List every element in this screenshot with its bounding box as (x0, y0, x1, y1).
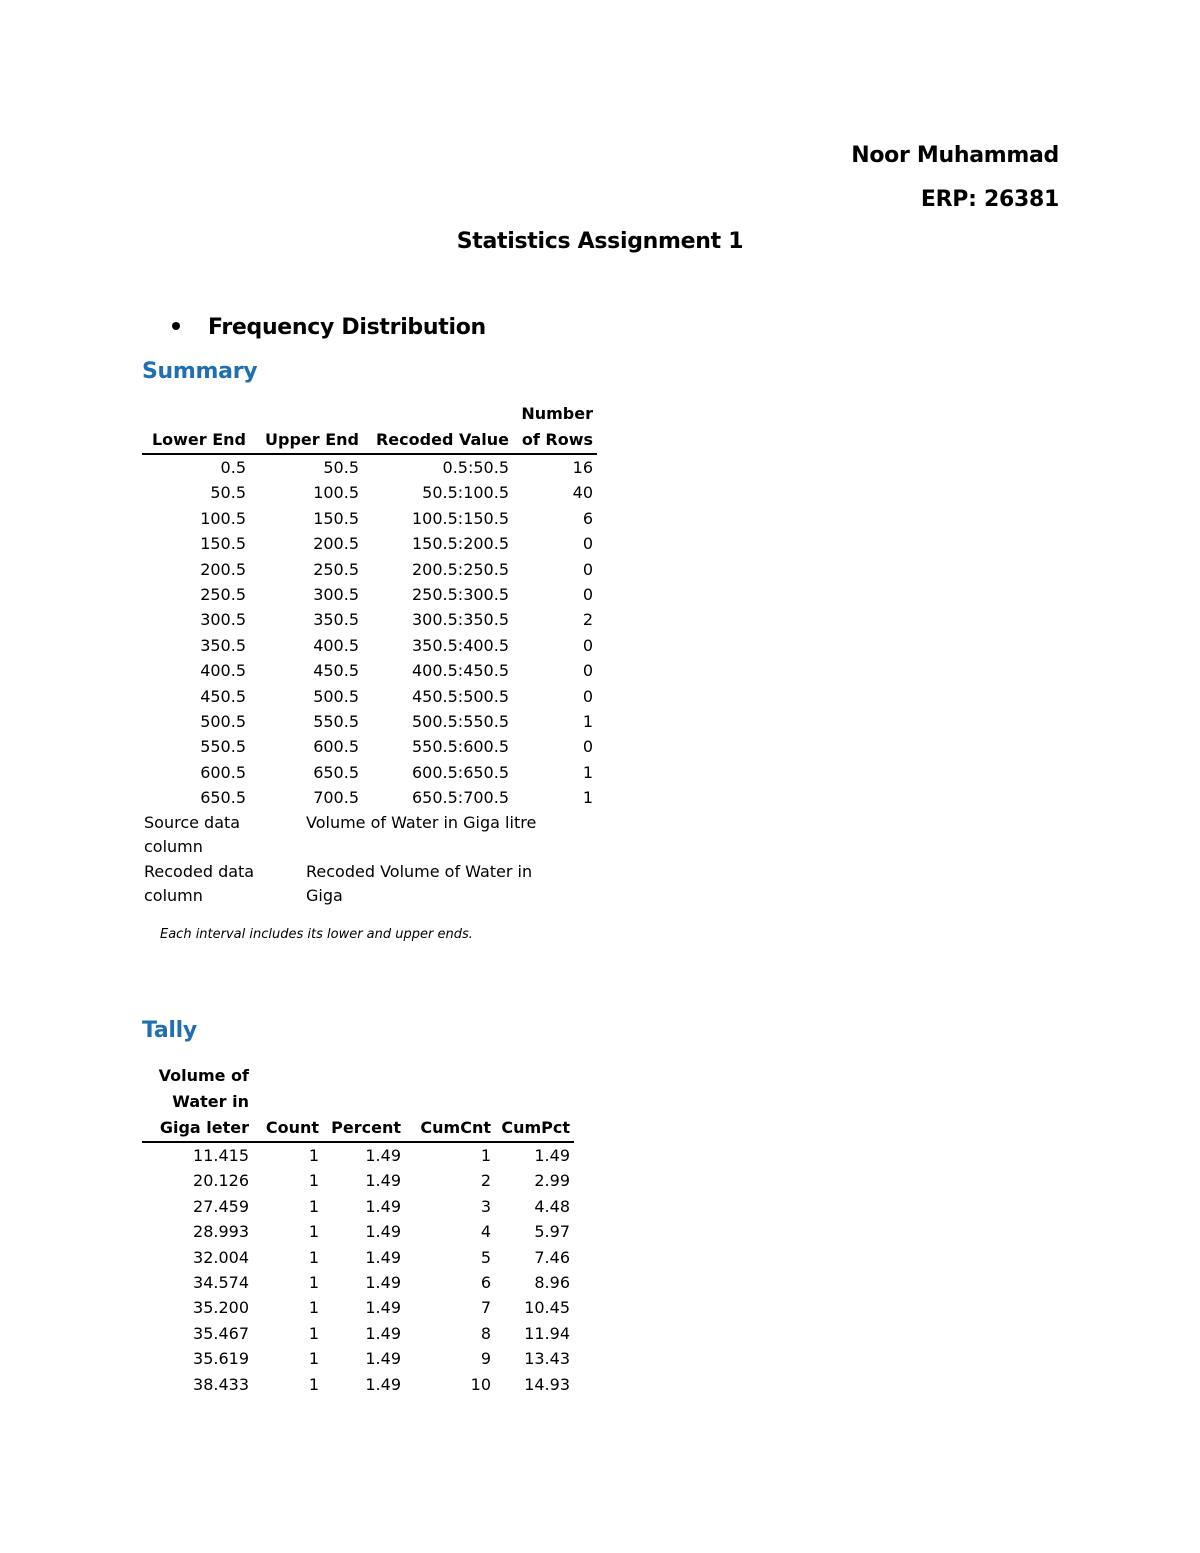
table-cell: 5 (480, 1247, 491, 1267)
table-cell: 300.5:350.5 (412, 610, 509, 630)
table-cell: 50.5 (323, 458, 359, 477)
table-row (142, 531, 597, 556)
document-title: Statistics Assignment 1 (456, 229, 744, 254)
table-cell: 250.5 (200, 585, 246, 605)
table-cell: 6 (582, 508, 593, 528)
summary-col-rows-top: Number (521, 404, 593, 423)
table-cell: 450.5 (200, 686, 246, 706)
table-cell: 5.97 (534, 1222, 570, 1242)
table-cell: 1 (308, 1171, 319, 1191)
recoded-data-label: Recoded data column (144, 862, 255, 905)
tally-col-volume-line1: Volume of (158, 1066, 249, 1085)
table-cell: 38.433 (193, 1374, 249, 1394)
summary-col-lower: Lower End (142, 427, 250, 454)
bullet-text: Frequency Distribution (208, 315, 486, 340)
table-cell: 1.49 (365, 1349, 401, 1369)
table-cell: 1.49 (365, 1222, 401, 1242)
table-cell: 1 (308, 1298, 319, 1318)
table-cell: 3 (480, 1196, 491, 1216)
table-row (142, 1142, 574, 1168)
table-cell: 8.96 (534, 1273, 570, 1293)
table-row (142, 506, 597, 531)
table-cell: 650.5 (200, 788, 246, 808)
bullet-dot-icon (172, 322, 180, 330)
table-row (142, 480, 597, 505)
table-cell: 1 (582, 788, 593, 808)
table-cell: 2.99 (534, 1171, 570, 1191)
table-row (142, 607, 597, 632)
table-cell: 1 (308, 1349, 319, 1369)
table-cell: 100.5:150.5 (412, 508, 509, 528)
table-row (142, 1168, 574, 1193)
table-cell: 40 (572, 483, 593, 503)
table-cell: 1 (308, 1222, 319, 1242)
summary-col-upper: Upper End (250, 427, 363, 454)
tally-col-cumpct: CumPct (495, 1115, 574, 1142)
table-cell: 1.49 (365, 1146, 401, 1165)
tally-col-volume-line3: Giga leter (142, 1115, 253, 1142)
source-data-value: Volume of Water in Giga litre (306, 813, 537, 832)
table-cell: 600.5 (313, 737, 359, 757)
table-cell: 1 (308, 1146, 319, 1165)
table-cell: 2 (480, 1171, 491, 1191)
author-name: Noor Muhammad (851, 143, 1059, 168)
table-cell: 2 (582, 610, 593, 630)
table-cell: 0 (582, 534, 593, 554)
table-cell: 700.5 (313, 788, 359, 808)
table-cell: 500.5:550.5 (412, 712, 509, 732)
table-cell: 250.5 (313, 559, 359, 579)
table-cell: 1 (582, 762, 593, 782)
table-cell: 0 (582, 635, 593, 655)
summary-table (142, 401, 597, 811)
table-cell: 400.5 (313, 635, 359, 655)
table-cell: 0 (582, 686, 593, 706)
table-cell: 400.5 (200, 661, 246, 681)
table-cell: 1 (308, 1196, 319, 1216)
table-cell: 250.5:300.5 (412, 585, 509, 605)
table-cell: 1 (308, 1247, 319, 1267)
table-cell: 0.5 (220, 458, 246, 477)
table-cell: 400.5:450.5 (412, 661, 509, 681)
table-cell: 13.43 (524, 1349, 570, 1369)
tally-table-header (142, 1063, 574, 1142)
table-cell: 200.5 (313, 534, 359, 554)
table-row (142, 684, 597, 709)
table-cell: 350.5:400.5 (412, 635, 509, 655)
table-cell: 500.5 (313, 686, 359, 706)
table-row (142, 709, 597, 734)
table-row (142, 760, 597, 785)
table-cell: 27.459 (193, 1196, 249, 1216)
table-cell: 1.49 (365, 1247, 401, 1267)
erp-number: ERP: 26381 (920, 187, 1059, 212)
table-cell: 7.46 (534, 1247, 570, 1267)
table-cell: 650.5 (313, 762, 359, 782)
tally-col-count: Count (253, 1115, 323, 1142)
table-cell: 1 (308, 1273, 319, 1293)
table-cell: 34.574 (193, 1273, 249, 1293)
table-cell: 150.5 (200, 534, 246, 554)
table-cell: 14.93 (524, 1374, 570, 1394)
table-cell: 150.5:200.5 (412, 534, 509, 554)
table-cell: 0.5:50.5 (442, 458, 509, 477)
table-row (142, 1219, 574, 1244)
table-cell: 450.5:500.5 (412, 686, 509, 706)
table-cell: 35.200 (193, 1298, 249, 1318)
table-cell: 32.004 (193, 1247, 249, 1267)
table-cell: 8 (480, 1323, 491, 1343)
table-cell: 1.49 (365, 1374, 401, 1394)
tally-col-percent: Percent (323, 1115, 405, 1142)
table-cell: 1 (308, 1374, 319, 1394)
table-cell: 0 (582, 661, 593, 681)
table-cell: 550.5 (200, 737, 246, 757)
source-data-label: Source data column (144, 813, 241, 856)
table-cell: 200.5 (200, 559, 246, 579)
table-cell: 500.5 (200, 712, 246, 732)
table-row (142, 454, 597, 480)
table-cell: 11.94 (524, 1323, 570, 1343)
table-row (142, 582, 597, 607)
table-cell: 450.5 (313, 661, 359, 681)
table-cell: 1 (480, 1146, 491, 1165)
table-cell: 100.5 (200, 508, 246, 528)
table-row (142, 1245, 574, 1270)
table-cell: 10 (470, 1374, 491, 1394)
interval-note: Each interval includes its lower and upper ends. (160, 927, 473, 942)
table-cell: 10.45 (524, 1298, 570, 1318)
table-cell: 150.5 (313, 508, 359, 528)
table-cell: 1.49 (365, 1273, 401, 1293)
table-cell: 1 (308, 1323, 319, 1343)
summary-col-rows-bottom: of Rows (513, 427, 597, 454)
summary-table-header (142, 401, 597, 454)
table-cell: 4 (480, 1222, 491, 1242)
table-row (142, 1295, 574, 1320)
table-row (142, 557, 597, 582)
table-row (142, 658, 597, 683)
table-cell: 1 (582, 712, 593, 732)
table-cell: 550.5 (313, 712, 359, 732)
tally-table-body (142, 1142, 574, 1397)
table-cell: 1.49 (365, 1323, 401, 1343)
tally-col-cumcnt: CumCnt (405, 1115, 495, 1142)
table-row (142, 1270, 574, 1295)
table-cell: 1.49 (365, 1298, 401, 1318)
table-cell: 200.5:250.5 (412, 559, 509, 579)
table-cell: 350.5 (200, 635, 246, 655)
summary-col-recoded: Recoded Value (363, 427, 513, 454)
tally-heading: Tally (142, 1018, 197, 1043)
table-cell: 600.5 (200, 762, 246, 782)
summary-heading: Summary (142, 359, 258, 384)
table-cell: 1.49 (365, 1196, 401, 1216)
table-cell: 11.415 (193, 1146, 249, 1165)
table-cell: 35.467 (193, 1323, 249, 1343)
table-cell: 50.5:100.5 (422, 483, 509, 503)
table-row (142, 1194, 574, 1219)
recoded-data-value: Recoded Volume of Water in Giga (306, 862, 533, 905)
table-cell: 0 (582, 559, 593, 579)
table-cell: 35.619 (193, 1349, 249, 1369)
table-cell: 550.5:600.5 (412, 737, 509, 757)
table-cell: 350.5 (313, 610, 359, 630)
table-cell: 1.49 (534, 1146, 570, 1165)
table-cell: 100.5 (313, 483, 359, 503)
table-cell: 4.48 (534, 1196, 570, 1216)
table-cell: 1.49 (365, 1171, 401, 1191)
table-row (142, 1321, 574, 1346)
table-cell: 7 (480, 1298, 491, 1318)
bullet-item (172, 315, 486, 340)
table-cell: 16 (572, 458, 593, 477)
tally-table (142, 1063, 574, 1397)
table-cell: 6 (480, 1273, 491, 1293)
table-row (142, 734, 597, 759)
table-cell: 50.5 (210, 483, 246, 503)
table-cell: 300.5 (313, 585, 359, 605)
table-cell: 0 (582, 737, 593, 757)
table-cell: 9 (480, 1349, 491, 1369)
table-row (142, 633, 597, 658)
summary-table-body (142, 454, 597, 811)
table-cell: 600.5:650.5 (412, 762, 509, 782)
table-cell: 0 (582, 585, 593, 605)
table-row (142, 785, 597, 810)
table-cell: 20.126 (193, 1171, 249, 1191)
tally-col-volume-line2: Water in (172, 1092, 249, 1111)
table-cell: 650.5:700.5 (412, 788, 509, 808)
table-cell: 28.993 (193, 1222, 249, 1242)
table-row (142, 1372, 574, 1397)
table-row (142, 1346, 574, 1371)
table-cell: 300.5 (200, 610, 246, 630)
